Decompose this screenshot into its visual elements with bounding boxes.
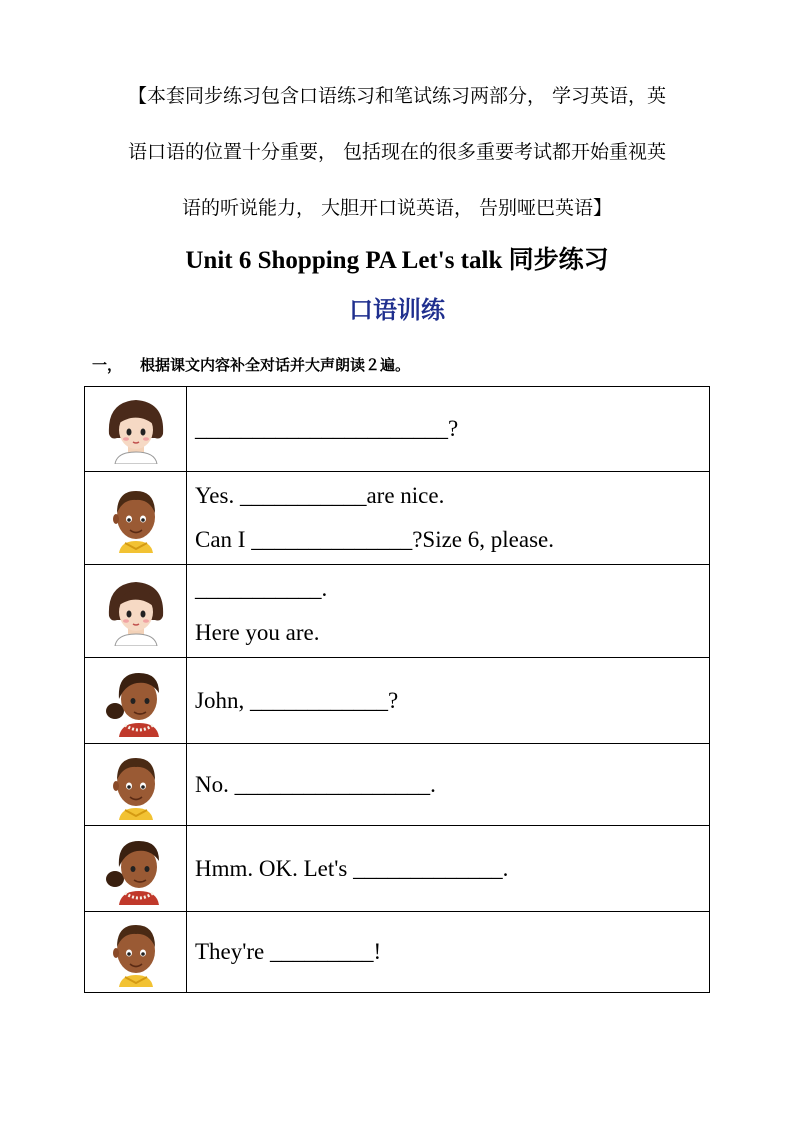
mother-avatar-icon xyxy=(103,665,169,737)
exercise-text: 根据课文内容补全对话并大声朗读２遍。 xyxy=(140,356,411,374)
dialog-line: ______________________? xyxy=(195,416,459,441)
speaker-cell xyxy=(85,658,187,744)
intro-paragraph xyxy=(80,68,714,236)
dialog-row xyxy=(85,472,710,565)
dialog-line: Hmm. OK. Let's _____________. xyxy=(195,855,509,881)
intro-line: 语的听说能力， 大胆开口说英语， 告别哑巴英语】 xyxy=(181,197,613,219)
dialog-row xyxy=(85,565,710,658)
intro-line: 【本套同步练习包含口语练习和笔试练习两部分， 学习英语，英 xyxy=(127,85,667,107)
dialog-line-cell xyxy=(187,472,710,565)
dialog-table xyxy=(84,386,710,993)
dialog-line-cell xyxy=(187,658,710,744)
girl-avatar-icon xyxy=(101,576,171,646)
dialog-row xyxy=(85,658,710,744)
speaker-cell xyxy=(85,912,187,993)
mother-avatar-icon xyxy=(103,833,169,905)
boy-avatar-icon xyxy=(105,750,167,820)
boy-avatar-icon xyxy=(105,917,167,987)
dialog-row xyxy=(85,912,710,993)
dialog-row xyxy=(85,826,710,912)
dialog-row xyxy=(85,744,710,826)
speaker-cell xyxy=(85,565,187,658)
dialog-line: No. _________________. xyxy=(195,771,436,797)
dialog-line: Here you are. xyxy=(195,620,320,645)
exercise-number: 一， xyxy=(92,356,123,374)
page-title: Unit 6 Shopping PA Let's talk 同步练习 xyxy=(185,247,609,274)
speaker-cell xyxy=(85,387,187,472)
dialog-line-cell xyxy=(187,912,710,993)
intro-line: 语口语的位置十分重要， 包括现在的很多重要考试都开始重视英 xyxy=(127,141,667,163)
exercise-instruction xyxy=(92,354,410,375)
section-heading: 口语训练 xyxy=(349,296,445,324)
dialog-line: ___________. xyxy=(195,576,328,601)
speaker-cell xyxy=(85,744,187,826)
dialog-line: Can I ______________?Size 6, please. xyxy=(195,527,554,552)
dialog-line: John, ____________? xyxy=(195,687,399,713)
speaker-cell xyxy=(85,826,187,912)
dialog-line-cell xyxy=(187,387,710,472)
speaker-cell xyxy=(85,472,187,565)
dialog-line-cell xyxy=(187,744,710,826)
girl-avatar-icon xyxy=(101,394,171,464)
dialog-line: Yes. ___________are nice. xyxy=(195,483,445,508)
dialog-line-cell xyxy=(187,826,710,912)
dialog-row xyxy=(85,387,710,472)
dialog-line: They're _________! xyxy=(195,939,382,964)
boy-avatar-icon xyxy=(105,483,167,553)
dialog-line-cell xyxy=(187,565,710,658)
